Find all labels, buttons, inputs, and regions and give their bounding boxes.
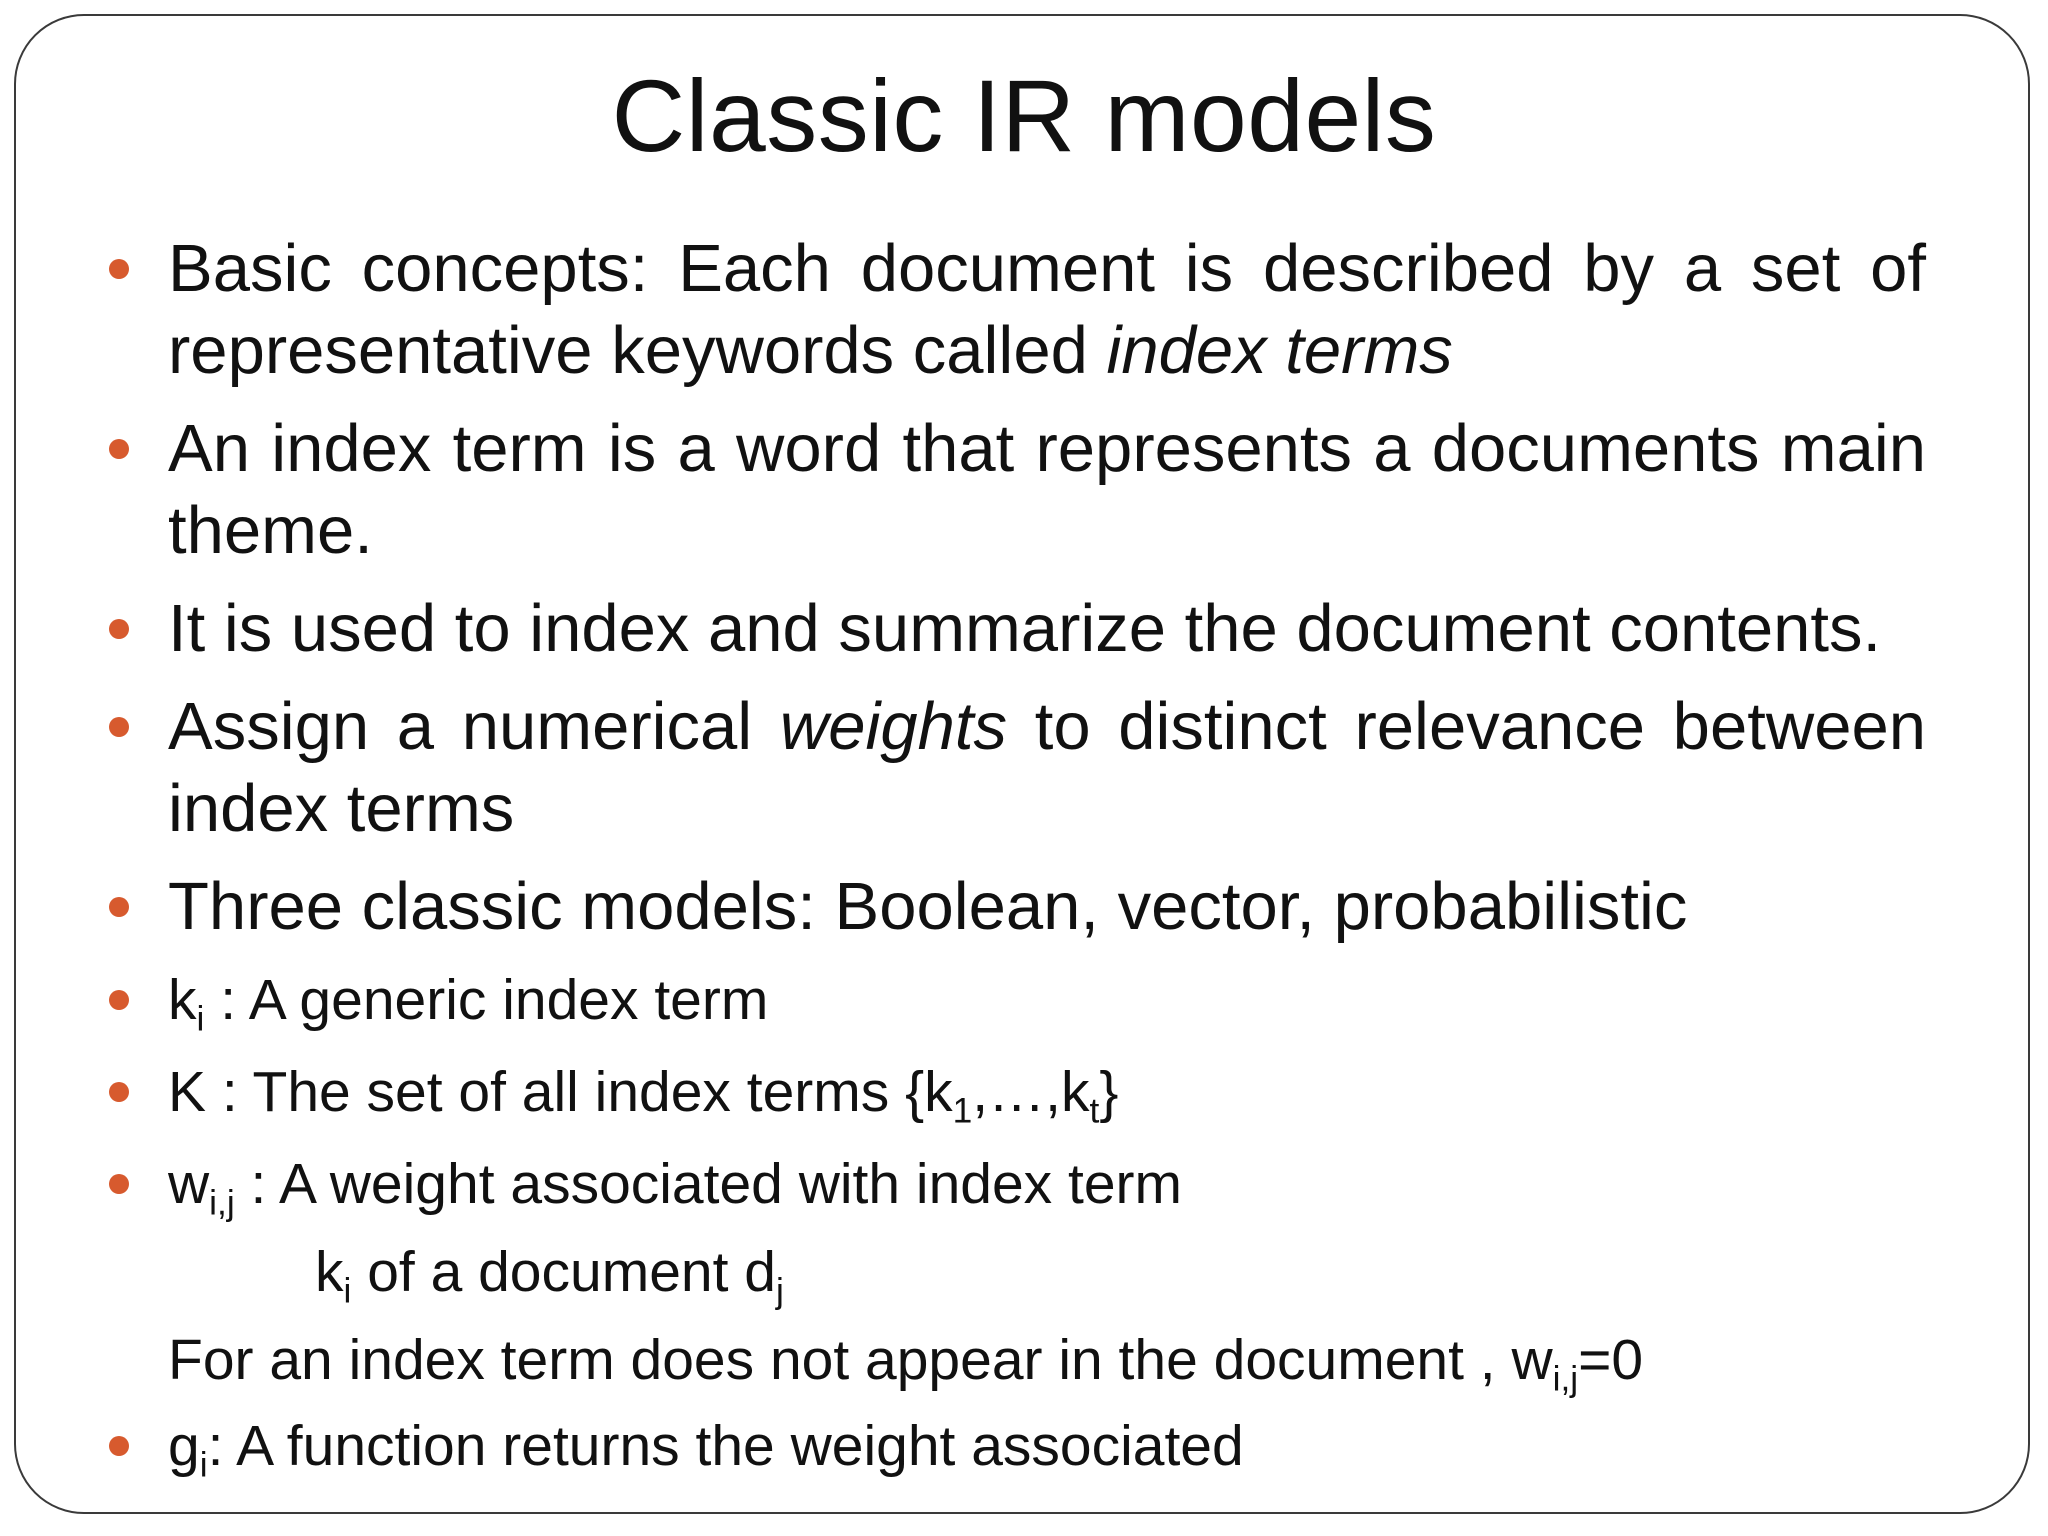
bullet-dot-icon — [109, 1082, 129, 1102]
bullet-dot-icon — [109, 990, 129, 1010]
slide-content — [168, 228, 1926, 1484]
bullet-item — [168, 866, 1926, 948]
bullet-text: K : The set of all index terms $\{k_1,\dots,k_t\}$ — [168, 1060, 1119, 1131]
bullet-text: $g_i$: A function returns the weight associated — [168, 1414, 1244, 1485]
bullet-item — [168, 588, 1926, 670]
bullet-item — [168, 962, 1926, 1038]
bullet-dot-icon — [109, 439, 129, 459]
bullet-text: Three classic models: Boolean, vector, probabilistic — [168, 869, 1688, 944]
bullet-dot-icon — [109, 619, 129, 639]
bullet-dot-icon — [109, 717, 129, 737]
bullet-text: Assign a numerical weights to distinct relevance between index terms — [168, 689, 1926, 846]
emphasis-text: weights — [779, 689, 1008, 764]
bullet-item — [168, 1408, 1926, 1484]
emphasis-text: index terms — [1106, 313, 1453, 388]
bullet-text: $k_i$ : A generic index term — [168, 968, 769, 1039]
bullet-item — [168, 1146, 1926, 1398]
bullet-dot-icon — [109, 1436, 129, 1456]
bullet-dot-icon — [109, 259, 129, 279]
bullet-note: For an index term does not appear in the document , $w_{i,j}=0$ — [168, 1328, 1644, 1399]
bullet-item — [168, 408, 1926, 572]
slide-title: Classic IR models — [611, 59, 1437, 173]
bullet-item — [168, 228, 1926, 392]
bullet-text: $w_{i,j}$ : A weight associated with index term — [168, 1152, 1183, 1223]
bullet-text: Basic concepts: Each document is described by a set of representative keywords called index terms — [168, 231, 1926, 388]
bullet-dot-icon — [109, 1174, 129, 1194]
bullet-item — [168, 1054, 1926, 1130]
bullet-continuation: $k_i$ of a document $d_j$ — [315, 1240, 784, 1311]
bullet-dot-icon — [109, 897, 129, 917]
bullet-text: An index term is a word that represents a documents main theme. — [168, 411, 1926, 568]
bullet-text: It is used to index and summarize the document contents. — [168, 591, 1882, 666]
bullet-item — [168, 686, 1926, 850]
